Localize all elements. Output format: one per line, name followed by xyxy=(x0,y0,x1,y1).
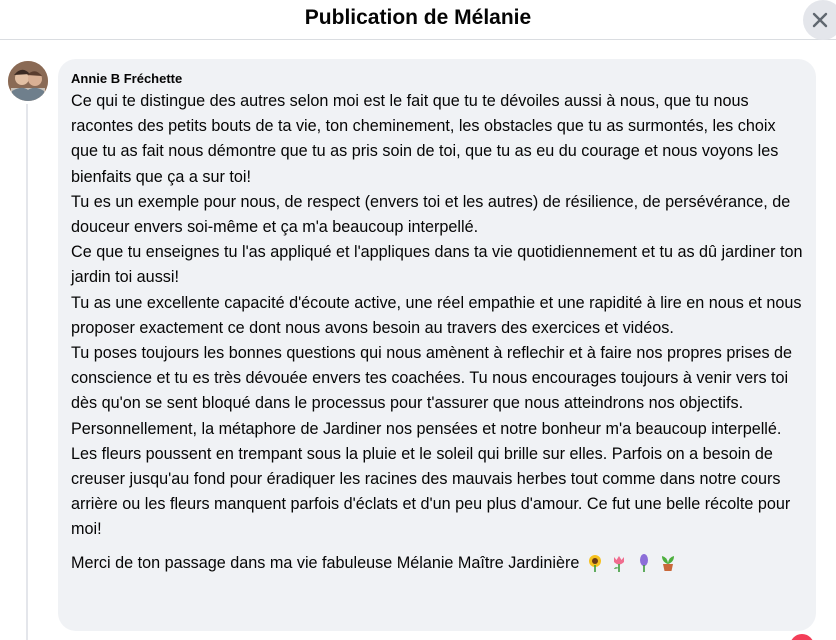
thread-line xyxy=(26,104,28,640)
close-icon xyxy=(810,10,830,30)
reaction-badge[interactable] xyxy=(790,634,814,640)
comment-paragraph: Personnellement, la métaphore de Jardiner nos pensées et notre bonheur m'a beaucoup interpellé. Les fleurs poussent en trempant sous la pluie et le soleil qui brille sur elles. Parfois on a besoin de creuser jusqu'au fond pour éradiquer les racines des mauvais herbes tout comme dans notre cours arrière ou les fleurs manquent parfois d'éclats et d'un peu plus d'amour. Ce fut une belle récolte pour moi! xyxy=(71,419,791,539)
hyacinth-icon xyxy=(635,554,653,572)
tulip-icon xyxy=(610,554,628,572)
potted-plant-icon xyxy=(659,554,677,572)
comment-author[interactable]: Annie B Fréchette xyxy=(71,71,183,86)
page-title: Publication de Mélanie xyxy=(304,6,532,29)
user-avatar-icon xyxy=(8,61,48,101)
comment-paragraph: Ce que tu enseignes tu l'as appliqué et l'appliques dans ta vie quotidiennement et tu as dû jardiner ton jardin toi aussi! xyxy=(71,243,803,287)
comment-bubble xyxy=(58,59,816,631)
comment-closing-text: Merci de ton passage dans ma vie fabuleuse Mélanie Maître Jardinière xyxy=(71,553,580,572)
sunflower-icon xyxy=(586,554,604,572)
close-button[interactable] xyxy=(803,0,836,40)
post-header xyxy=(0,0,836,40)
comment-paragraph: Tu es un exemple pour nous, de respect (envers toi et les autres) de résilience, de persévérance, de douceur envers soi-même et ça m'a beaucoup interpellé. xyxy=(71,192,791,237)
avatar[interactable] xyxy=(8,61,48,101)
comment-text xyxy=(71,89,804,576)
comment-closing xyxy=(71,551,804,576)
comment-paragraph: Ce qui te distingue des autres selon moi est le fait que tu te dévoiles aussi à nous, que tu nous racontes des petits bouts de ta vie, ton cheminement, les obstacles que tu as surmontés, les choix que tu as fait nous démontre que tu as pris soin de toi, que tu as eu du courage et nous voyons les bienfaits que ça a sur toi! xyxy=(71,92,779,186)
comment-paragraph: Tu as une excellente capacité d'écoute active, une réel empathie et une rapidité à lire en nous et nous proposer exactement ce dont nous avons besoin au travers des exercices et vidéos. xyxy=(71,293,802,337)
comment-paragraph: Tu poses toujours les bonnes questions qui nous amènent à reflechir et à faire nos propres prises de conscience et tu es très dévouée envers tes coachées. Tu nous encourages toujours à venir vers toi dès qu'on se sent bloqué dans le processus pour t'assurer que nous atteindrons nos objectifs. xyxy=(71,344,793,413)
